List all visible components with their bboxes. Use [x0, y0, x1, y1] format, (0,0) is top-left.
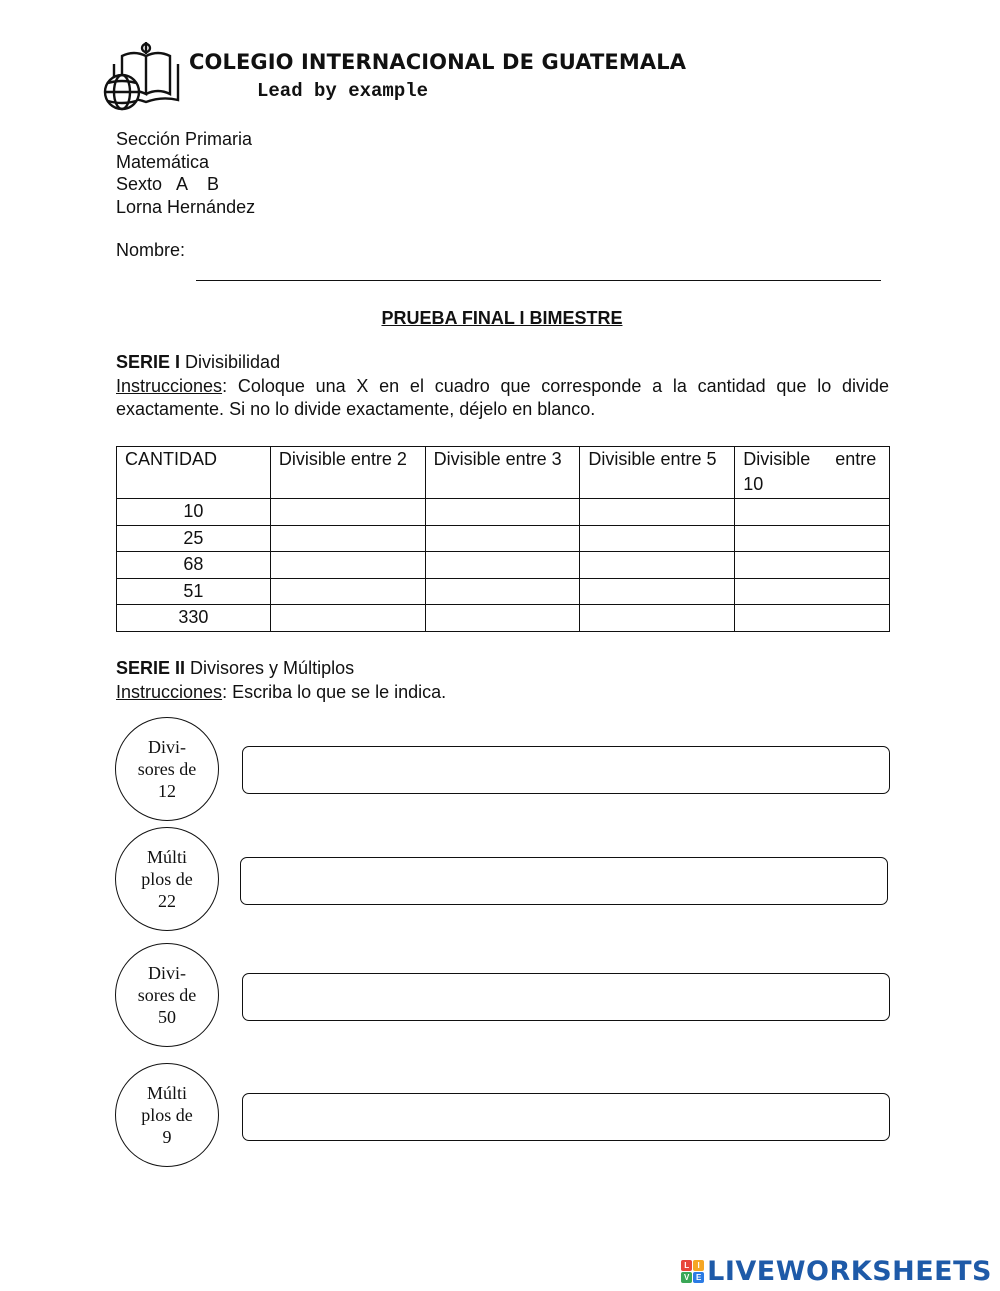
table-row: [117, 578, 890, 605]
checkbox-cell[interactable]: [425, 605, 580, 632]
checkbox-cell[interactable]: [735, 605, 890, 632]
header-divisible-3: Divisible entre 3: [425, 447, 580, 499]
serie-2-instructions: [116, 681, 889, 704]
table-header-row: [117, 447, 890, 499]
grade-text: Sexto A B: [116, 174, 220, 194]
quantity-cell: 10: [117, 499, 271, 526]
multiplos-9-input[interactable]: [242, 1093, 890, 1141]
checkbox-cell[interactable]: [270, 578, 425, 605]
circle-label: Múlti plos de 22: [141, 847, 193, 911]
quantity-cell: 330: [117, 605, 271, 632]
checkbox-cell[interactable]: [425, 499, 580, 526]
divisores-50-input[interactable]: [242, 973, 890, 1021]
name-label: Nombre:: [116, 240, 186, 260]
school-logo-icon: [100, 42, 182, 114]
checkbox-cell[interactable]: [580, 499, 735, 526]
multiplos-22-circle: [115, 827, 219, 931]
header-cantidad: CANTIDAD: [117, 447, 271, 499]
brand-letter: I: [693, 1260, 704, 1271]
divisores-50-circle: [115, 943, 219, 1047]
multiplos-22-input[interactable]: [240, 857, 888, 905]
serie-1-instructions: [116, 375, 889, 421]
checkbox-cell[interactable]: [735, 525, 890, 552]
subject-text: Matemática: [116, 151, 210, 172]
serie-2-label: SERIE II: [116, 658, 186, 678]
instructions-text: : Coloque una X en el cuadro que corresponde a la cantidad que lo divide exactamente. Si no lo divide exactamente, déjelo en blanco.: [116, 376, 889, 419]
course-info: [116, 128, 255, 218]
school-name: COLEGIO INTERNACIONAL DE GUATEMALA: [189, 50, 687, 74]
circle-label: Divi- sores de 12: [137, 737, 197, 801]
checkbox-cell[interactable]: [735, 499, 890, 526]
instructions-text: : Escriba lo que se le indica.: [222, 682, 447, 702]
name-input[interactable]: [196, 260, 881, 281]
test-title: PRUEBA FINAL I BIMESTRE: [381, 308, 623, 328]
checkbox-cell[interactable]: [425, 552, 580, 579]
divisores-12-input[interactable]: [242, 746, 890, 794]
checkbox-cell[interactable]: [270, 525, 425, 552]
quantity-cell: 68: [117, 552, 271, 579]
header-divisible-5: Divisible entre 5: [580, 447, 735, 499]
checkbox-cell[interactable]: [270, 499, 425, 526]
serie-2-heading: [116, 658, 354, 679]
instructions-label: Instrucciones: [116, 682, 223, 702]
circle-label: Divi- sores de 50: [137, 963, 197, 1027]
liveworksheets-logo-icon: [681, 1260, 704, 1283]
divisores-12-circle: [115, 717, 219, 821]
header-divisible-2: Divisible entre 2: [270, 447, 425, 499]
checkbox-cell[interactable]: [425, 525, 580, 552]
brand-letter: V: [681, 1272, 692, 1283]
checkbox-cell[interactable]: [580, 578, 735, 605]
checkbox-cell[interactable]: [735, 552, 890, 579]
brand-letter: L: [681, 1260, 692, 1271]
serie-1-topic: Divisibilidad: [185, 352, 281, 372]
table-row: [117, 499, 890, 526]
table-row: [117, 552, 890, 579]
circle-label: Múlti plos de 9: [141, 1083, 193, 1147]
section-text: Sección Primaria: [116, 129, 253, 149]
checkbox-cell[interactable]: [580, 525, 735, 552]
header-divisible-10: Divisible entre 10: [735, 447, 890, 499]
divisibility-table: [116, 446, 890, 632]
teacher-text: Lorna Hernández: [116, 196, 256, 217]
checkbox-cell[interactable]: [580, 605, 735, 632]
school-motto: Lead by example: [257, 80, 429, 102]
liveworksheets-brand[interactable]: [681, 1256, 992, 1287]
checkbox-cell[interactable]: [270, 552, 425, 579]
multiplos-9-circle: [115, 1063, 219, 1167]
checkbox-cell[interactable]: [580, 552, 735, 579]
table-row: [117, 605, 890, 632]
serie-2-topic: Divisores y Múltiplos: [190, 658, 355, 678]
brand-letter: E: [693, 1272, 704, 1283]
instructions-label: Instrucciones: [116, 376, 223, 396]
brand-name: LIVEWORKSHEETS: [707, 1256, 992, 1287]
quantity-cell: 51: [117, 578, 271, 605]
serie-1-heading: [116, 352, 280, 373]
serie-1-label: SERIE I: [116, 352, 181, 372]
table-row: [117, 525, 890, 552]
checkbox-cell[interactable]: [735, 578, 890, 605]
checkbox-cell[interactable]: [270, 605, 425, 632]
checkbox-cell[interactable]: [425, 578, 580, 605]
quantity-cell: 25: [117, 525, 271, 552]
